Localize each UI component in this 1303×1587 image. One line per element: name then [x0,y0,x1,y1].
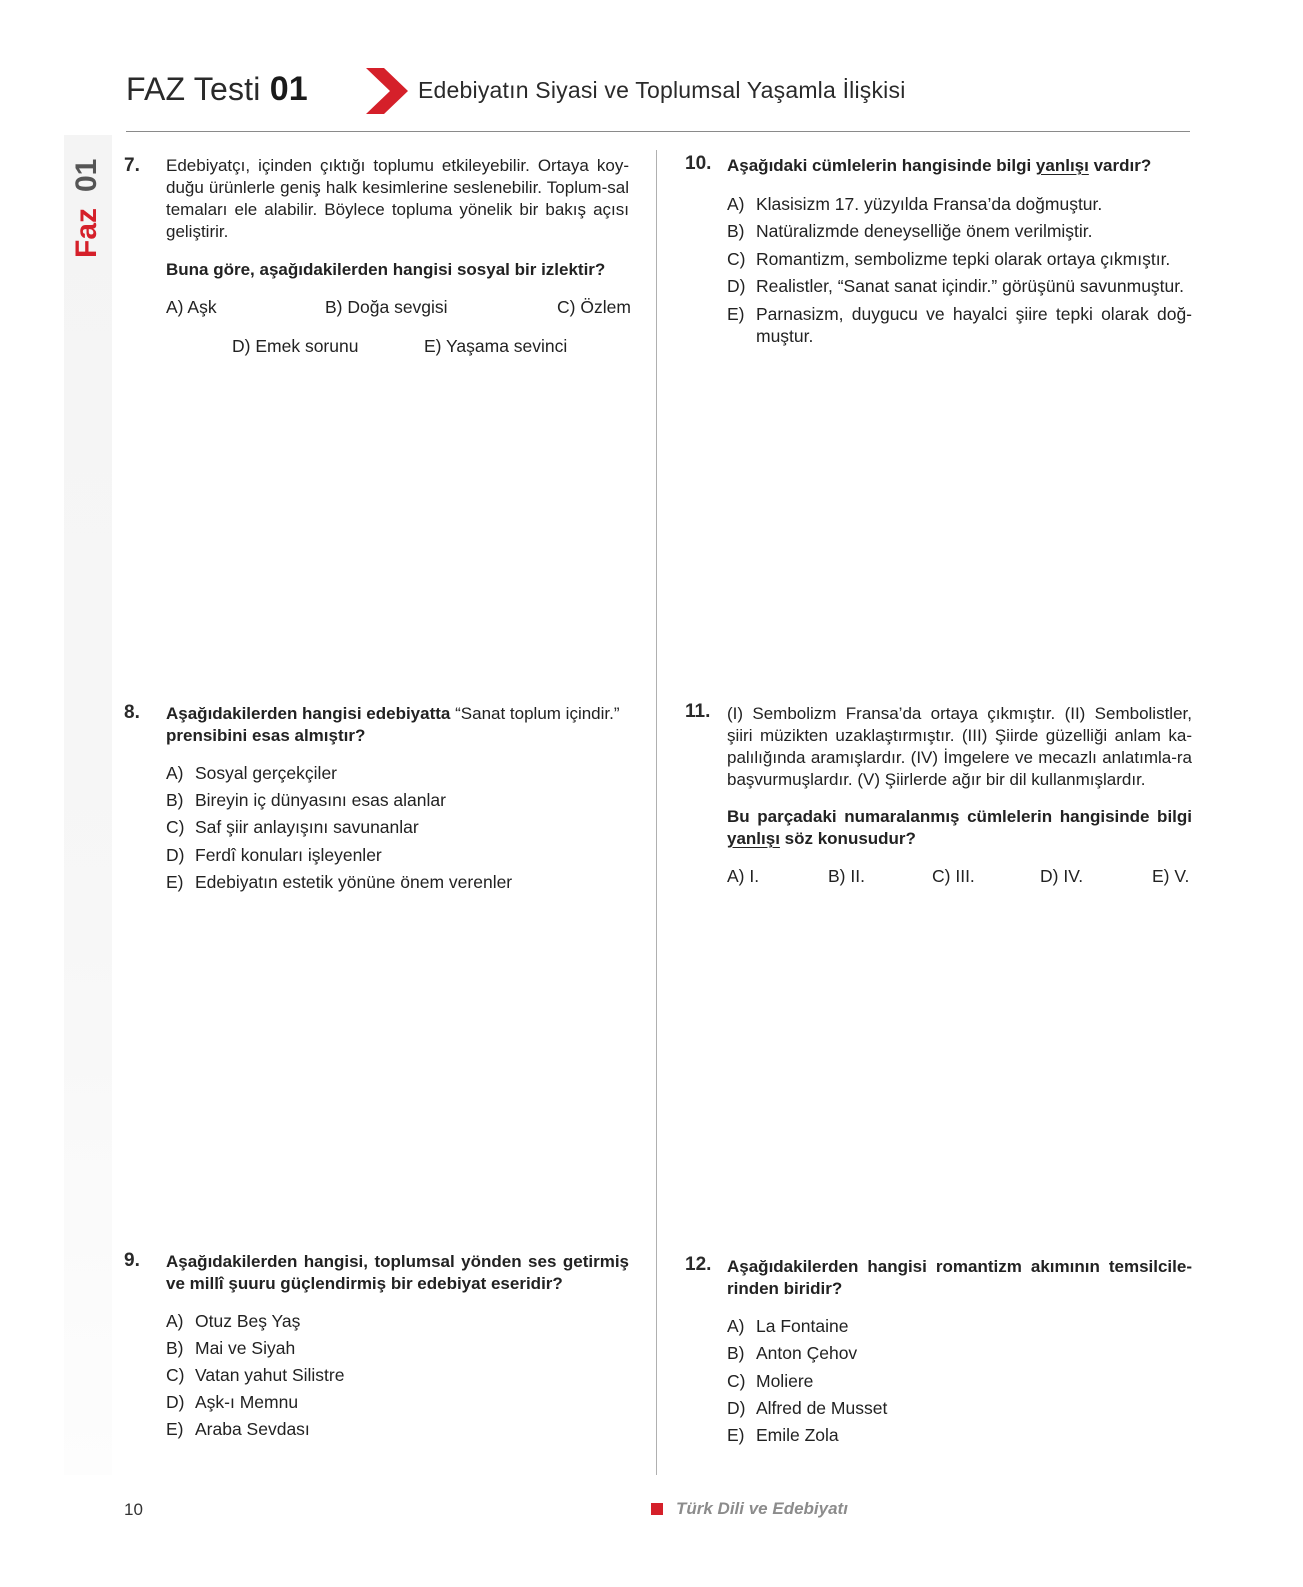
footer-square-icon [651,1503,663,1515]
question-prompt: Bu parçadaki numaralanmış cümlelerin hangisinde bilgi yanlışı söz konusudur? [727,807,1192,848]
option-e[interactable]: E) Araba Sevdası [166,1419,310,1439]
faz-side-label-number: 01 [70,158,103,192]
option-a[interactable]: A) Otuz Beş Yaş [166,1311,301,1331]
option-b[interactable]: B) Anton Çehov [727,1343,858,1363]
question-prompt: Aşağıdakilerden hangisi, toplumsal yönden ses getirmiş ve millî şuuru güçlendirmiş bir edebiyat eseridir? [166,1252,629,1293]
option-d[interactable]: D) Alfred de Musset [727,1398,888,1418]
question-number: 12. [685,1254,712,1275]
option-e[interactable]: E) Edebiyatın estetik yönüne önem verenler [166,872,513,892]
option-d[interactable]: D) IV. [1040,866,1084,886]
option-b[interactable]: B) Doğa sevgisi [325,297,448,317]
option-e[interactable]: E) Yaşama sevinci [424,336,568,356]
question-number: 7. [124,155,140,176]
test-title-prefix: FAZ Testi [126,71,261,107]
chevron-right-icon [366,68,408,114]
option-b[interactable]: B) Mai ve Siyah [166,1338,296,1358]
option-b[interactable]: B) II. [828,866,865,886]
question-number: 10. [685,153,712,174]
faz-side-label-faz: Faz [70,207,103,258]
option-c[interactable]: C) Saf şiir anlayışını savunanlar [166,817,419,837]
option-c[interactable]: C) III. [932,866,975,886]
option-d[interactable]: D) Emek sorunu [232,336,359,356]
question-number: 8. [124,702,140,723]
page-number: 10 [124,1500,143,1519]
column-divider [656,150,657,1475]
option-d[interactable]: D) Realistler, “Sanat sanat içindir.” görüşünü savunmuştur. [727,276,1184,296]
option-c[interactable]: C) Özlem [557,297,631,317]
test-title [126,70,308,109]
option-d[interactable]: D) Aşk-ı Memnu [166,1392,299,1412]
test-subtitle: Edebiyatın Siyasi ve Toplumsal Yaşamla İlişkisi [418,77,906,103]
question-prompt: Aşağıdakilerden hangisi edebiyatta “Sanat toplum içindir.” prensibini esas almıştır? [166,704,620,745]
option-a[interactable]: A) Sosyal gerçekçiler [166,763,337,783]
side-strip [64,135,112,1475]
option-e[interactable]: E) V. [1152,866,1190,886]
option-a[interactable]: A) I. [727,866,760,886]
question-prompt: Aşağıdaki cümlelerin hangisinde bilgi yanlışı vardır? [727,156,1152,175]
question-body: Edebiyatçı, içinden çıktığı toplumu etkileyebilir. Ortaya koy-duğu ürünlerle geniş halk kesimlerine seslenebilir. Toplum-sal temaları ele alabilir. Böylece topluma yönelik bir bakış açısı geliştirir. [166,156,629,241]
option-a[interactable]: A) Klasisizm 17. yüzyılda Fransa’da doğmuştur. [727,194,1103,214]
question-prompt: Buna göre, aşağıdakilerden hangisi sosyal bir izlektir? [166,260,606,279]
option-b[interactable]: B) Bireyin iç dünyasını esas alanlar [166,790,446,810]
option-d[interactable]: D) Ferdî konuları işleyenler [166,845,382,865]
question-body: (I) Sembolizm Fransa’da ortaya çıkmıştır. (II) Sembolistler, şiiri müzikten uzaklaştırmıştır. (III) Şiirde güzelliği anlam ka-palılığında aramışlardır. (IV) İmgelere ve mecazlı anlatımla-ra başvurmuşlardır. (V) Şiirlerde ağır bir dil kullanmışlardır. [727,704,1192,789]
option-c[interactable]: C) Moliere [727,1371,814,1391]
option-e[interactable]: E) Emile Zola [727,1425,839,1445]
faz-side-label [70,150,106,260]
test-title-number: 01 [269,70,308,108]
option-a[interactable]: A) Aşk [166,297,217,317]
question-number: 11. [685,701,711,722]
header-divider [126,131,1190,132]
question-number: 9. [124,1250,140,1271]
footer-subject: Türk Dili ve Edebiyatı [676,1499,848,1518]
option-e[interactable]: E) Parnasizm, duygucu ve hayalci şiire tepki olarak doğ-muştur. [727,304,1192,346]
option-b[interactable]: B) Natüralizmde deneyselliğe önem verilmiştir. [727,221,1093,241]
option-c[interactable]: C) Romantizm, sembolizme tepki olarak ortaya çıkmıştır. [727,249,1171,269]
option-c[interactable]: C) Vatan yahut Silistre [166,1365,345,1385]
question-prompt: Aşağıdakilerden hangisi romantizm akımının temsilcile-rinden biridir? [727,1257,1192,1298]
option-a[interactable]: A) La Fontaine [727,1316,849,1336]
